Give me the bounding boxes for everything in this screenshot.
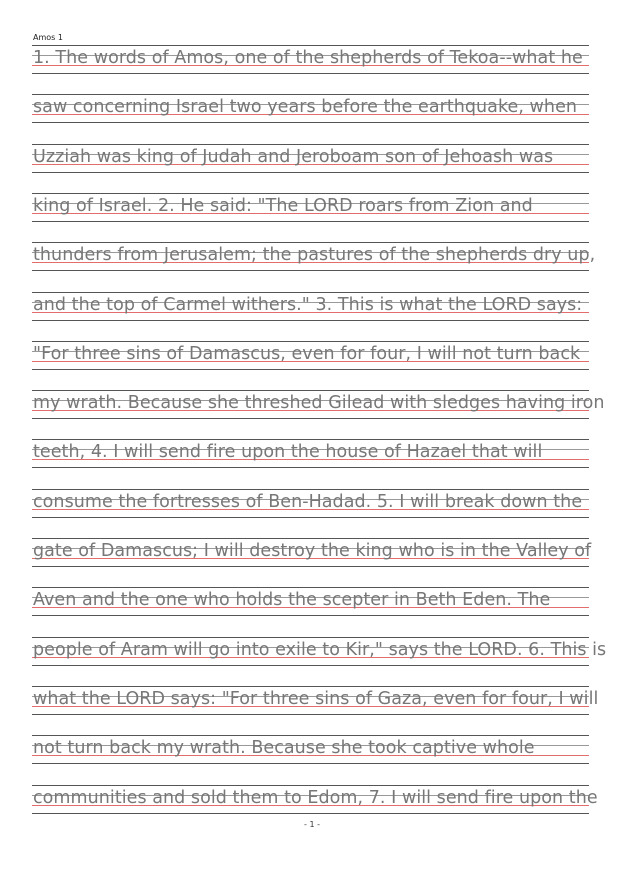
page-title: Amos 1 (33, 33, 63, 42)
page-number: - 1 - (304, 820, 320, 829)
trace-text-line: what the LORD says: "For three sins of Gaza, even for four, I will (33, 688, 599, 709)
writing-row (32, 242, 596, 272)
writing-row (32, 144, 589, 174)
guide-line-bottom (32, 665, 589, 666)
writing-row (32, 735, 589, 765)
guide-line-bottom (32, 369, 589, 370)
guide-line-bottom (32, 813, 589, 814)
guide-line-bottom (32, 467, 589, 468)
guide-line-top (32, 538, 589, 539)
guide-line-top (32, 735, 589, 736)
writing-row (32, 341, 589, 371)
writing-row (32, 489, 589, 519)
guide-line-top (32, 439, 589, 440)
trace-text-line: king of Israel. 2. He said: "The LORD roars from Zion and (33, 195, 533, 216)
guide-line-top (32, 341, 589, 342)
trace-text-line: and the top of Carmel withers." 3. This is what the LORD says: (33, 294, 583, 315)
trace-text-line: "For three sins of Damascus, even for four, I will not turn back (33, 343, 581, 364)
guide-line-top (32, 686, 589, 687)
guide-line-top (32, 193, 589, 194)
guide-line-bottom (32, 517, 589, 518)
trace-text-line: teeth, 4. I will send fire upon the house of Hazael that will (33, 442, 543, 463)
guide-line-bottom (32, 221, 589, 222)
guide-line-top (32, 390, 589, 391)
writing-row (32, 94, 589, 124)
writing-row (32, 45, 589, 75)
writing-row (32, 292, 589, 322)
writing-row (32, 390, 605, 420)
guide-line-top (32, 144, 589, 145)
guide-line-bottom (32, 418, 589, 419)
trace-text-line: saw concerning Israel two years before the earthquake, when (33, 97, 578, 118)
writing-row (32, 439, 589, 469)
guide-line-top (32, 242, 589, 243)
trace-text-line: people of Aram will go into exile to Kir," says the LORD. 6. This is (33, 639, 607, 660)
guide-line-bottom (32, 122, 589, 123)
guide-line-bottom (32, 270, 589, 271)
trace-text-line: Aven and the one who holds the scepter in Beth Eden. The (33, 590, 551, 611)
trace-text-line: thunders from Jerusalem; the pastures of the shepherds dry up, (33, 245, 596, 266)
trace-text-line: consume the fortresses of Ben-Hadad. 5. I will break down the (33, 491, 583, 512)
writing-row (32, 587, 589, 617)
guide-line-top (32, 489, 589, 490)
writing-row (32, 538, 592, 568)
guide-line-bottom (32, 73, 589, 74)
guide-line-top (32, 637, 589, 638)
guide-line-bottom (32, 615, 589, 616)
guide-line-top (32, 785, 589, 786)
trace-text-line: Uzziah was king of Judah and Jeroboam son of Jehoash was (33, 146, 554, 167)
trace-text-line: 1. The words of Amos, one of the shepherds of Tekoa--what he (33, 48, 583, 68)
guide-line-top (32, 587, 589, 588)
guide-line-bottom (32, 566, 589, 567)
writing-row (32, 637, 607, 667)
writing-row (32, 686, 599, 716)
writing-row (32, 785, 598, 815)
writing-row (32, 193, 589, 223)
guide-line-bottom (32, 320, 589, 321)
guide-line-top (32, 94, 589, 95)
guide-line-bottom (32, 172, 589, 173)
trace-text-line: gate of Damascus; I will destroy the king who is in the Valley of (33, 541, 592, 561)
trace-text-line: communities and sold them to Edom, 7. I will send fire upon the (33, 787, 598, 808)
guide-line-top (32, 292, 589, 293)
trace-text-line: my wrath. Because she threshed Gilead with sledges having iron (33, 393, 605, 414)
guide-line-bottom (32, 714, 589, 715)
trace-text-line: not turn back my wrath. Because she took captive whole (33, 738, 535, 759)
guide-line-bottom (32, 763, 589, 764)
guide-line-top (32, 45, 589, 46)
